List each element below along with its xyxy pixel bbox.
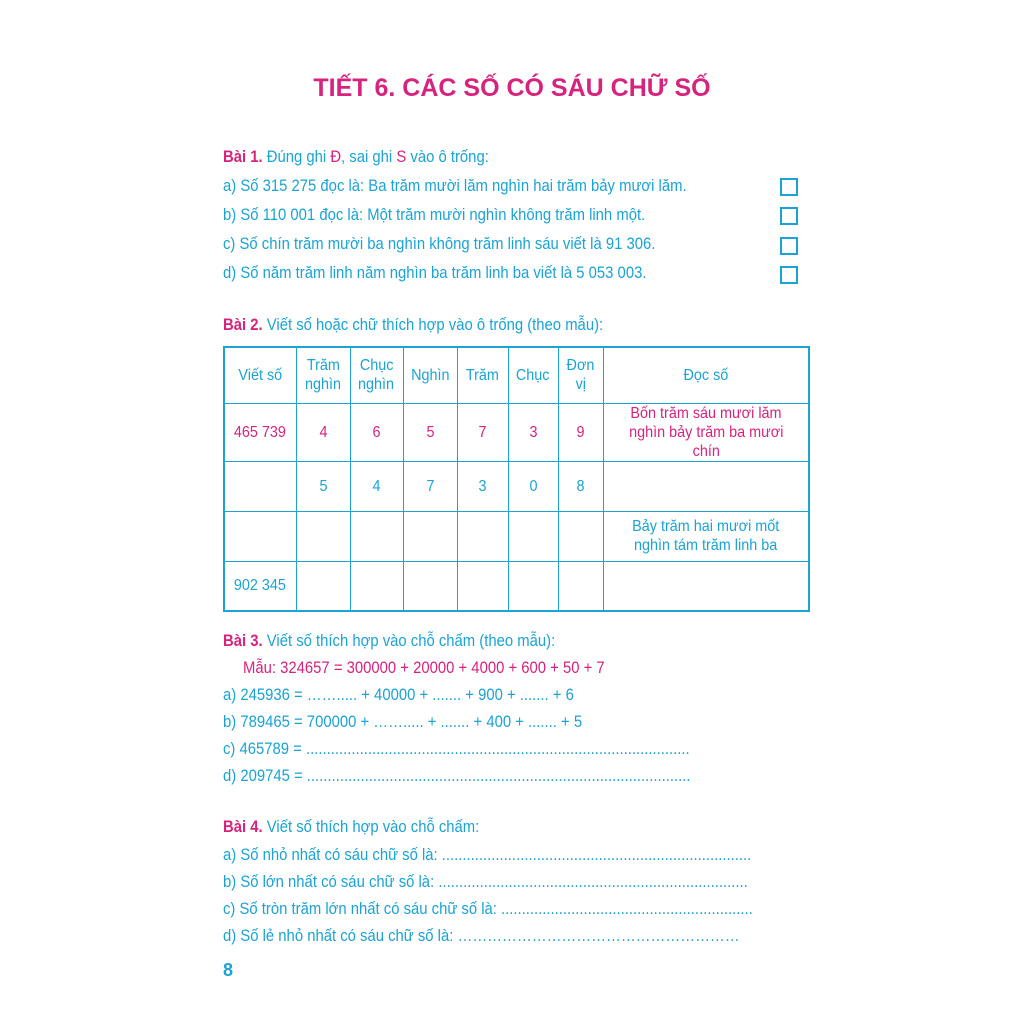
bai3-item-a[interactable]: a) 245936 = ……..... + 40000 + ....... + 900 + ....... + 6	[223, 686, 574, 704]
cell-digit: 5	[403, 403, 457, 461]
bai3-item-c[interactable]: c) 465789 = .............................................................................................	[223, 740, 690, 758]
place-value-table	[223, 346, 810, 612]
header-chuc-nghin: Chục nghìn	[350, 347, 403, 403]
cell-digit: 9	[558, 403, 603, 461]
cell-viet-so-blank[interactable]	[224, 511, 296, 561]
cell-viet-so: 465 739	[224, 403, 296, 461]
cell-viet-so: 902 345	[224, 561, 296, 611]
header-doc-so: Đọc số	[603, 347, 809, 403]
header-don-vi: Đơn vị	[558, 347, 603, 403]
cell-digit-blank[interactable]	[508, 561, 558, 611]
letter-d: Đ	[330, 148, 342, 166]
cell-digit: 5	[296, 461, 350, 511]
bai1-instruction-pre: Đúng ghi	[262, 148, 331, 166]
bai1-instruction-mid: , sai ghi	[341, 148, 397, 166]
table-row	[224, 561, 809, 611]
bai4-item-b[interactable]: b) Số lớn nhất có sáu chữ số là: ...........................................................................	[223, 873, 748, 891]
bai2-heading	[223, 316, 603, 335]
bai3-instruction: Viết số thích hợp vào chỗ chấm (theo mẫu):	[262, 632, 556, 650]
cell-digit-blank[interactable]	[350, 511, 403, 561]
cell-digit: 3	[508, 403, 558, 461]
bai4-heading	[223, 818, 479, 837]
cell-doc-so: Bảy trăm hai mươi mốt nghìn tám trăm linh ba	[603, 511, 809, 561]
table-row	[224, 511, 809, 561]
cell-viet-so-blank[interactable]	[224, 461, 296, 511]
cell-digit: 8	[558, 461, 603, 511]
letter-s: S	[396, 148, 407, 166]
cell-digit: 7	[403, 461, 457, 511]
bai1-item-a: a) Số 315 275 đọc là: Ba trăm mười lăm nghìn hai trăm bảy mươi lăm.	[223, 177, 687, 195]
bai3-example: Mẫu: 324657 = 300000 + 20000 + 4000 + 600 + 50 + 7	[243, 659, 605, 677]
table-row-sample	[224, 403, 809, 461]
page-title: TIẾT 6. CÁC SỐ CÓ SÁU CHỮ SỐ	[313, 74, 711, 102]
cell-digit-blank[interactable]	[457, 561, 508, 611]
bai1-heading	[223, 148, 489, 167]
bai4-instruction: Viết số thích hợp vào chỗ chấm:	[262, 818, 480, 836]
bai2-instruction: Viết số hoặc chữ thích hợp vào ô trống (theo mẫu):	[262, 316, 604, 334]
cell-digit: 7	[457, 403, 508, 461]
cell-doc-so-blank[interactable]	[603, 561, 809, 611]
bai1-item-d: d) Số năm trăm linh năm nghìn ba trăm linh ba viết là 5 053 003.	[223, 264, 647, 282]
cell-digit-blank[interactable]	[457, 511, 508, 561]
header-chuc: Chục	[508, 347, 558, 403]
header-tram-nghin: Trăm nghìn	[296, 347, 350, 403]
header-nghin: Nghìn	[403, 347, 457, 403]
answer-checkbox-c[interactable]	[780, 237, 798, 255]
bai4-item-d[interactable]: d) Số lẻ nhỏ nhất có sáu chữ số là: …………………………………………………	[223, 927, 740, 945]
bai3-label: Bài 3.	[223, 632, 263, 650]
cell-digit-blank[interactable]	[508, 511, 558, 561]
bai1-item-b: b) Số 110 001 đọc là: Một trăm mười nghìn không trăm linh một.	[223, 206, 646, 224]
cell-digit-blank[interactable]	[558, 511, 603, 561]
answer-checkbox-d[interactable]	[780, 266, 798, 284]
cell-digit: 4	[296, 403, 350, 461]
cell-digit-blank[interactable]	[296, 561, 350, 611]
cell-digit: 4	[350, 461, 403, 511]
cell-digit-blank[interactable]	[350, 561, 403, 611]
bai4-item-a[interactable]: a) Số nhỏ nhất có sáu chữ số là: ...........................................................................	[223, 846, 752, 864]
page-number: 8	[223, 960, 234, 980]
cell-digit: 0	[508, 461, 558, 511]
bai1-instruction-post: vào ô trống:	[406, 148, 489, 166]
cell-doc-so: Bốn trăm sáu mươi lăm nghìn bảy trăm ba mươi chín	[603, 403, 809, 461]
bai3-heading	[223, 632, 555, 651]
header-row	[224, 347, 809, 403]
bai4-label: Bài 4.	[223, 818, 263, 836]
header-tram: Trăm	[457, 347, 508, 403]
bai2-label: Bài 2.	[223, 316, 263, 334]
cell-digit-blank[interactable]	[403, 561, 457, 611]
cell-digit: 3	[457, 461, 508, 511]
bai1-item-c: c) Số chín trăm mười ba nghìn không trăm linh sáu viết là 91 306.	[223, 235, 656, 253]
answer-checkbox-a[interactable]	[780, 178, 798, 196]
answer-checkbox-b[interactable]	[780, 207, 798, 225]
cell-digit: 6	[350, 403, 403, 461]
bai4-item-c[interactable]: c) Số tròn trăm lớn nhất có sáu chữ số là: .............................................................	[223, 900, 753, 918]
cell-digit-blank[interactable]	[558, 561, 603, 611]
bai3-item-b[interactable]: b) 789465 = 700000 + ……..... + ....... + 400 + ....... + 5	[223, 713, 583, 731]
bai1-label: Bài 1.	[223, 148, 263, 166]
table-row	[224, 461, 809, 511]
bai3-item-d[interactable]: d) 209745 = .............................................................................................	[223, 767, 691, 785]
cell-digit-blank[interactable]	[403, 511, 457, 561]
header-viet-so: Viết số	[224, 347, 296, 403]
cell-digit-blank[interactable]	[296, 511, 350, 561]
cell-doc-so-blank[interactable]	[603, 461, 809, 511]
